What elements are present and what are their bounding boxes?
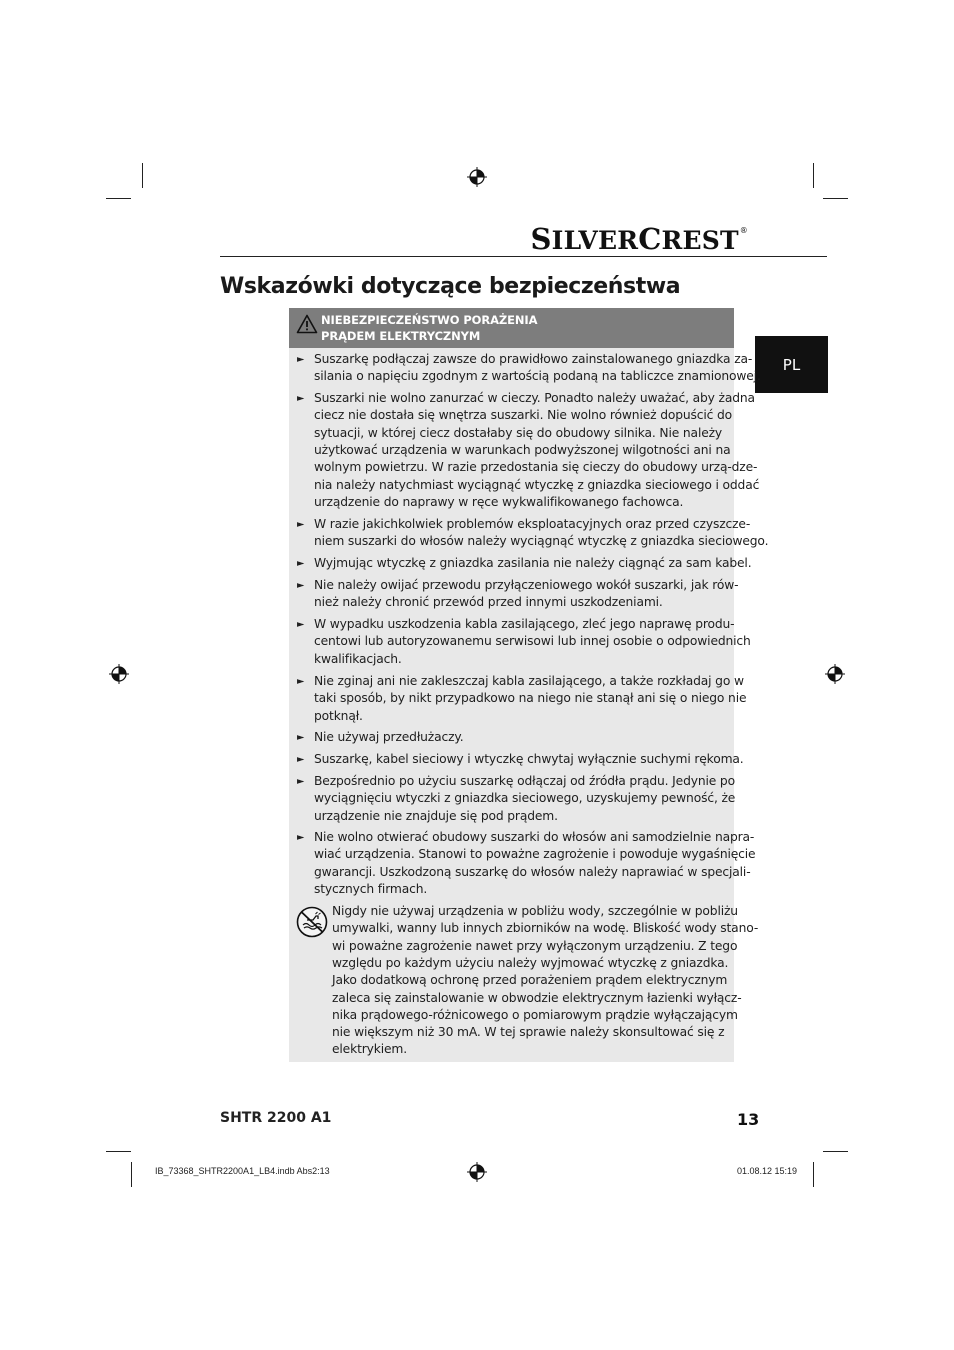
item-line: centowi lub autoryzowanemu serwisowi lub innej osobie o odpowiednich xyxy=(314,634,751,649)
bullet-icon: ► xyxy=(297,558,305,569)
model-number: SHTR 2200 A1 xyxy=(220,1110,332,1126)
no-water-icon xyxy=(296,906,328,938)
bullet-icon: ► xyxy=(297,619,305,630)
warning-triangle-icon xyxy=(296,314,318,334)
item-line: ciecz nie dostała się wnętrza suszarki. Nie wolno również dopuścić do xyxy=(314,408,733,423)
warning-heading-line: PRĄDEM ELEKTRYCZNYM xyxy=(321,329,481,343)
item-line: wolnym powietrzu. W razie przedostania się cieczy do obudowy urzą-dze- xyxy=(314,460,758,475)
item-line: Wyjmując wtyczkę z gniazdka zasilania nie należy ciągnąć za sam kabel. xyxy=(314,556,752,570)
registration-mark-icon xyxy=(109,664,129,684)
brand-logo: SILVERCREST® xyxy=(530,222,748,256)
item-line: kwalifikacjach. xyxy=(314,651,402,666)
item-line: W razie jakichkolwiek problemów eksploatacyjnych oraz przed czyszcze- xyxy=(314,517,751,531)
item-line: użytkować urządzenia w warunkach podwyższonej wilgotności ani na xyxy=(314,442,731,457)
bullet-icon: ► xyxy=(297,732,305,743)
bullet-icon: ► xyxy=(297,354,305,365)
crop-mark xyxy=(823,1151,848,1152)
item-line: Suszarki nie wolno zanurzać w cieczy. Ponadto należy uważać, aby żadna xyxy=(314,391,755,405)
item-line: gwarancji. Uszkodzoną suszarkę do włosów należy naprawiać w specjali- xyxy=(314,864,751,879)
print-slug-file: IB_73368_SHTR2200A1_LB4.indb Abs2:13 xyxy=(155,1166,330,1176)
item-line: Nie zginaj ani nie zakleszczaj kabla zasilającego, a także rozkładaj go w xyxy=(314,674,744,688)
item-line: stycznych firmach. xyxy=(314,881,428,896)
item-line: Suszarkę, kabel sieciowy i wtyczkę chwytaj wyłącznie suchymi rękoma. xyxy=(314,752,744,766)
water-note-line: zaleca się zainstalowanie w obwodzie elektrycznym łazienki wyłącz- xyxy=(332,990,742,1005)
water-note-line: wi poważne zagrożenie nawet przy wyłączonym urządzeniu. Z tego xyxy=(332,938,738,953)
warning-heading-line: NIEBEZPIECZEŃSTWO PORAŻENIA xyxy=(321,313,538,327)
crop-mark xyxy=(813,163,814,188)
bullet-icon: ► xyxy=(297,580,305,591)
water-note-line: Jako dodatkową ochronę przed porażeniem prądem elektrycznym xyxy=(332,973,728,988)
bullet-icon: ► xyxy=(297,754,305,765)
crop-mark xyxy=(106,198,131,199)
item-line: wyciągnięciu wtyczki z gniazdka sieciowego, uzyskujemy pewność, że xyxy=(314,791,736,806)
crop-mark xyxy=(131,1162,132,1187)
page-title: Wskazówki dotyczące bezpieczeństwa xyxy=(220,274,681,299)
item-line: nia należy natychmiast wyciągnąć wtyczkę z gniazdka sieciowego i oddać xyxy=(314,477,760,492)
item-line: niem suszarki do włosów należy wyciągnąć wtyczkę z gniazdka sieciowego. xyxy=(314,534,769,549)
warning-header xyxy=(289,308,734,348)
crop-mark xyxy=(106,1151,131,1152)
item-line: W wypadku uszkodzenia kabla zasilającego, zleć jego naprawę produ- xyxy=(314,617,735,631)
item-line: Nie należy owijać przewodu przyłączeniowego wokół suszarki, jak rów- xyxy=(314,578,739,592)
water-note-line: względu po każdym użyciu należy wyjmować wtyczkę z gniazdka. xyxy=(332,955,729,970)
item-line: urządzenie do naprawy w ręce wykwalifikowanego fachowca. xyxy=(314,494,684,509)
item-line: sytuacji, w której ciecz dostałaby się do obudowy silnika. Nie należy xyxy=(314,425,723,440)
bullet-icon: ► xyxy=(297,393,305,404)
item-line: wiać urządzenia. Stanowi to poważne zagrożenie i powoduje wygaśnięcie xyxy=(314,847,756,862)
item-line: silania o napięciu zgodnym z wartością podaną na tabliczce znamionowej. xyxy=(314,369,761,384)
water-note-line: nie większym niż 30 mA. W tej sprawie należy skonsultować się z xyxy=(332,1025,725,1040)
water-note-line: Nigdy nie używaj urządzenia w pobliżu wody, szczególnie w pobliżu xyxy=(332,904,738,918)
item-line: nież należy chronić przewód przed innymi uszkodzeniami. xyxy=(314,595,663,610)
crop-mark xyxy=(823,198,848,199)
item-line: potknął. xyxy=(314,708,363,723)
header-rule xyxy=(220,256,827,257)
item-line: Nie używaj przedłużaczy. xyxy=(314,730,464,744)
item-line: taki sposób, by nikt przypadkowo na niego nie stanął ani się o niego nie xyxy=(314,691,747,706)
registration-mark-icon xyxy=(825,664,845,684)
language-tab: PL xyxy=(755,336,828,393)
item-line: urządzenie nie znajduje się pod prądem. xyxy=(314,808,558,823)
water-note-line: umywalki, wanny lub innych zbiorników na wodę. Bliskość wody stano- xyxy=(332,921,759,936)
bullet-icon: ► xyxy=(297,832,305,843)
crop-mark xyxy=(813,1162,814,1187)
registration-mark-icon xyxy=(467,1162,487,1182)
item-line: Bezpośrednio po użyciu suszarkę odłączaj od źródła prądu. Jedynie po xyxy=(314,774,735,788)
bullet-icon: ► xyxy=(297,776,305,787)
water-note-line: nika prądowego-różnicowego o pomiarowym prądzie wyłączającym xyxy=(332,1007,738,1022)
print-slug-date: 01.08.12 15:19 xyxy=(737,1166,798,1176)
bullet-icon: ► xyxy=(297,519,305,530)
registration-mark-icon xyxy=(467,167,487,187)
item-line: Suszarkę podłączaj zawsze do prawidłowo zainstalowanego gniazdka za- xyxy=(314,352,753,366)
page-number: 13 xyxy=(737,1110,760,1129)
bullet-icon: ► xyxy=(297,676,305,687)
water-note-line: elektrykiem. xyxy=(332,1042,408,1057)
crop-mark xyxy=(142,163,143,188)
item-line: Nie wolno otwierać obudowy suszarki do włosów ani samodzielnie napra- xyxy=(314,830,755,844)
